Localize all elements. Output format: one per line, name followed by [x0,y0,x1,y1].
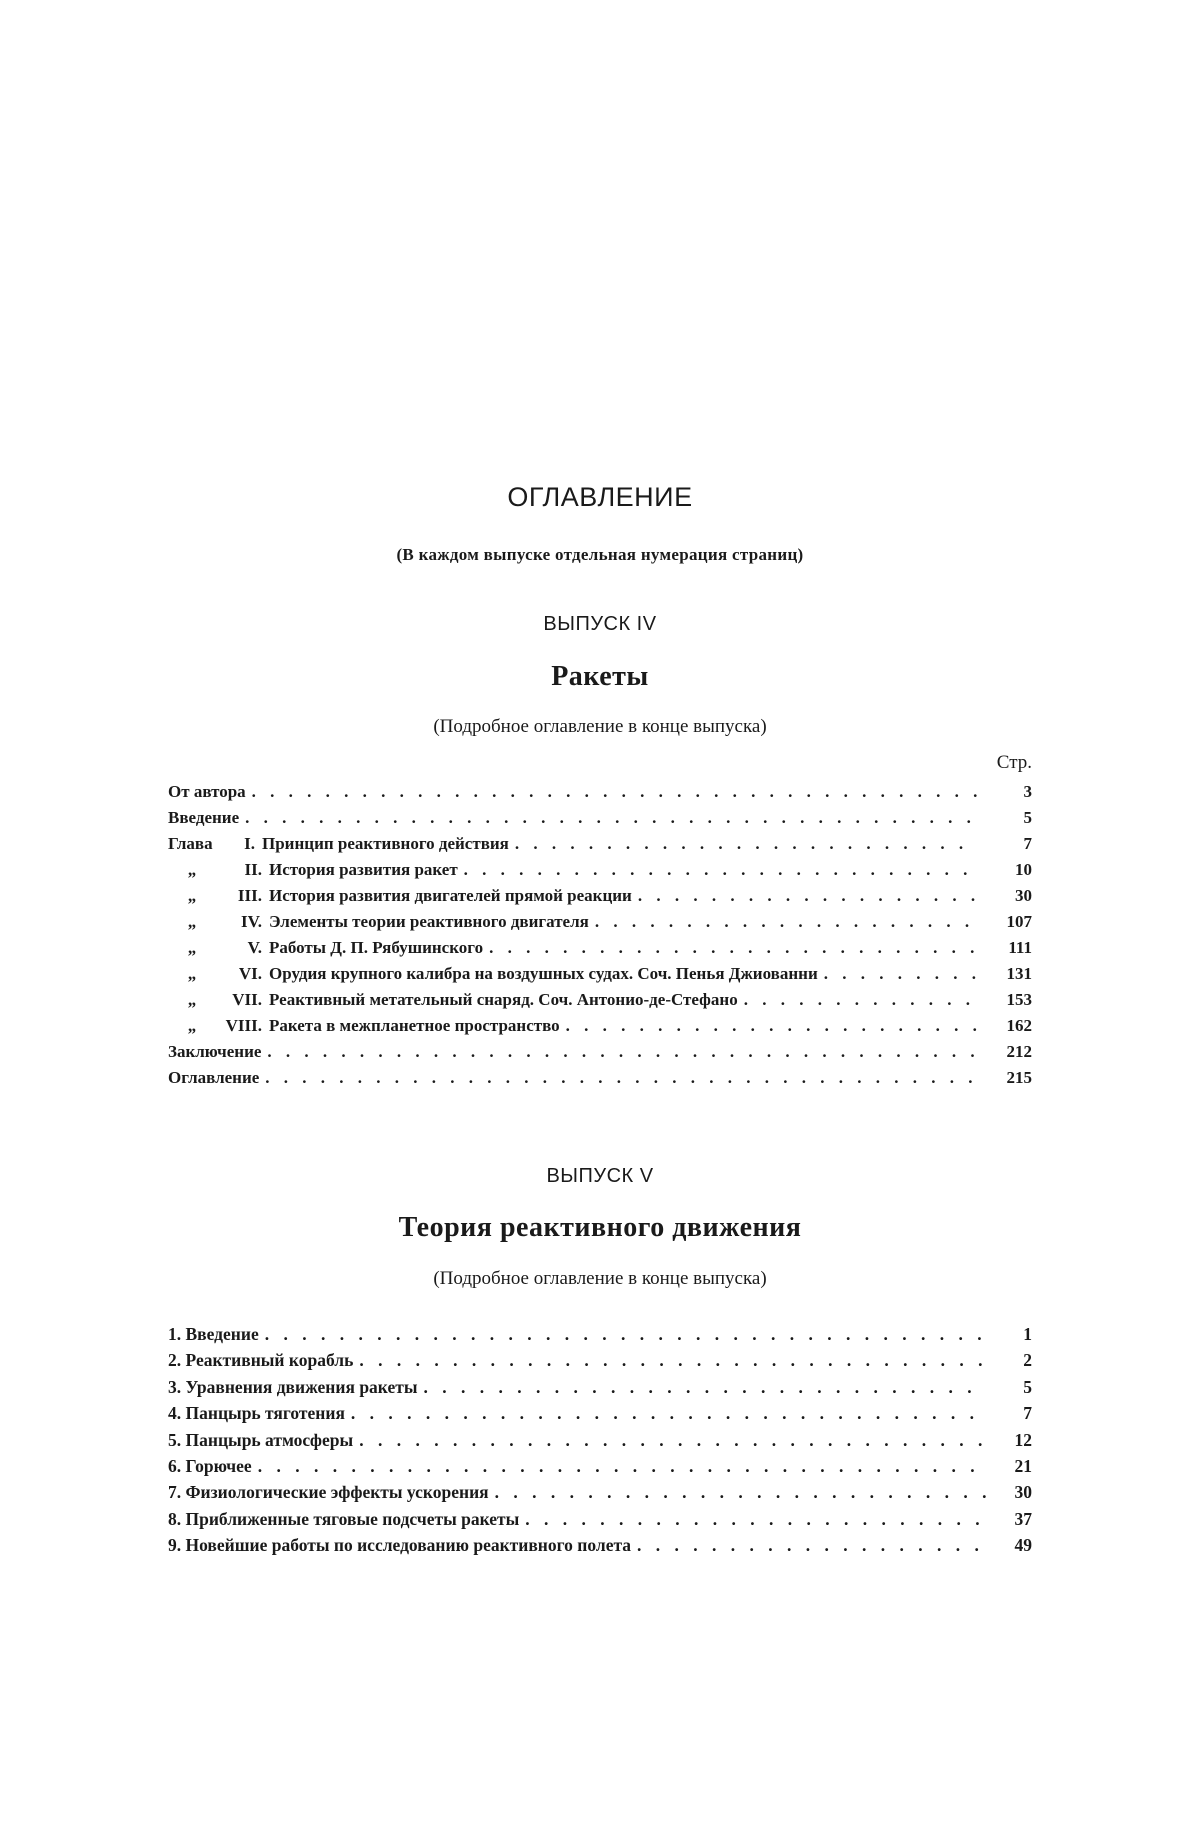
dot-leader [464,860,978,880]
entry-label: Элементы теории реактивного двигателя [269,912,589,931]
entry-page: 30 [1014,1482,1032,1503]
issue-4-label: ВЫПУСК IV [543,613,657,635]
entry-prefix: Глава [168,834,213,853]
toc-entry [168,808,1032,834]
dot-leader [359,1430,986,1451]
toc-entry [168,912,1032,938]
toc-entry [168,1324,1032,1350]
dot-leader [265,1324,986,1345]
chapter-number: VI. [238,964,262,983]
dot-leader [744,990,978,1010]
entry-prefix: „ [187,938,197,957]
dot-leader [351,1403,986,1424]
dot-leader [525,1509,986,1530]
entry-label: 6. Горючее [168,1455,252,1476]
pagination-note: (В каждом выпуске отдельная нумерация страниц) [396,545,804,564]
entry-label: 9. Новейшие работы по исследованию реактивного полета [168,1535,632,1556]
entry-label: Принцип реактивного действия [262,834,509,853]
toc-entry [168,1430,1032,1456]
issue-5-subtitle: (Подробное оглавление в конце выпуска) [433,1268,767,1289]
entry-page: 215 [1006,1068,1032,1087]
entry-page: 5 [1023,808,1032,827]
entry-label: 5. Панцырь атмосферы [168,1429,354,1450]
entry-label: 7. Физиологические эффекты ускорения [168,1482,489,1503]
entry-label: 2. Реактивный корабль [168,1350,354,1371]
entry-page: 37 [1014,1508,1032,1529]
entry-label: История развития двигателей прямой реакции [269,886,632,905]
toc-entry [168,1482,1032,1508]
entry-prefix: „ [187,1016,197,1035]
issue-4-subtitle: (Подробное оглавление в конце выпуска) [433,716,767,737]
chapter-number: VIII. [225,1016,262,1035]
entry-page: 7 [1023,1403,1032,1424]
issue-5-toc [168,1324,1032,1562]
entry-prefix: „ [187,990,197,1009]
dot-leader [489,938,978,958]
toc-entry [168,834,1032,860]
entry-label: 4. Панцырь тяготения [168,1403,345,1424]
toc-entry [168,1377,1032,1403]
toc-entry [168,1068,1032,1094]
entry-label: Заключение [168,1042,262,1061]
chapter-number: IV. [241,912,262,931]
issue-4-title: Ракеты [551,661,649,692]
dot-leader [265,1068,978,1088]
dot-leader [566,1016,978,1036]
entry-page: 162 [1006,1016,1032,1035]
entry-page: 2 [1023,1350,1032,1371]
issue-4-toc [168,782,1032,1094]
dot-leader [252,782,978,802]
entry-label: Работы Д. П. Рябушинского [269,938,484,957]
entry-page: 5 [1023,1376,1032,1397]
toc-entry [168,1535,1032,1561]
toc-entry [168,1042,1032,1068]
toc-entry [168,1509,1032,1535]
toc-entry [168,1016,1032,1042]
chapter-number: VII. [232,990,262,1009]
entry-prefix: „ [187,964,197,983]
entry-page: 21 [1014,1455,1032,1476]
issue-5-label: ВЫПУСК V [546,1165,654,1187]
toc-entry [168,1456,1032,1482]
chapter-number: V. [247,938,262,957]
entry-label: Ракета в межпланетное пространство [269,1016,560,1035]
entry-prefix: „ [187,860,197,879]
entry-page: 10 [1015,860,1032,879]
dot-leader [515,834,978,854]
page-title: ОГЛАВЛЕНИЕ [507,482,693,512]
toc-entry [168,1403,1032,1429]
dot-leader [495,1482,986,1503]
entry-page: 1 [1023,1324,1032,1344]
entry-prefix: „ [187,912,197,931]
chapter-number: II. [244,860,262,879]
toc-entry [168,938,1032,964]
entry-label: Введение [168,808,240,827]
issue-5-title: Теория реактивного движения [398,1212,802,1243]
entry-page: 111 [1008,938,1032,957]
entry-label: Реактивный метательный снаряд. Соч. Антонио-де-Стефано [269,990,738,1009]
entry-page: 131 [1006,964,1032,983]
toc-entry [168,886,1032,912]
entry-label: История развития ракет [269,860,458,879]
dot-leader [595,912,978,932]
toc-entry [168,990,1032,1016]
dot-leader [359,1350,986,1371]
entry-page: 30 [1015,886,1032,905]
entry-page: 3 [1023,782,1032,801]
entry-page: 212 [1006,1042,1032,1061]
chapter-number: I. [244,834,255,853]
dot-leader [824,964,978,984]
entry-prefix: „ [187,886,197,905]
entry-page: 12 [1014,1429,1032,1450]
toc-entry [168,964,1032,990]
dot-leader [267,1042,978,1062]
entry-page: 153 [1006,990,1032,1009]
toc-entry [168,1350,1032,1376]
page-column-header: Стр. [996,752,1032,773]
entry-label: От автора [168,782,246,801]
dot-leader [637,1535,986,1556]
toc-entry [168,782,1032,808]
dot-leader [245,808,978,828]
toc-entry [168,860,1032,886]
chapter-number: III. [237,886,262,905]
entry-page: 107 [1006,912,1032,931]
entry-label: Оглавление [168,1068,260,1087]
entry-label: 8. Приближенные тяговые подсчеты ракеты [168,1508,520,1529]
entry-page: 49 [1014,1535,1032,1556]
entry-page: 7 [1023,834,1032,853]
entry-label: 1. Введение [168,1324,259,1344]
dot-leader [258,1456,986,1477]
entry-label: 3. Уравнения движения ракеты [168,1376,418,1397]
dot-leader [423,1377,986,1398]
dot-leader [638,886,978,906]
entry-label: Орудия крупного калибра на воздушных судах. Соч. Пенья Джиованни [269,964,818,983]
